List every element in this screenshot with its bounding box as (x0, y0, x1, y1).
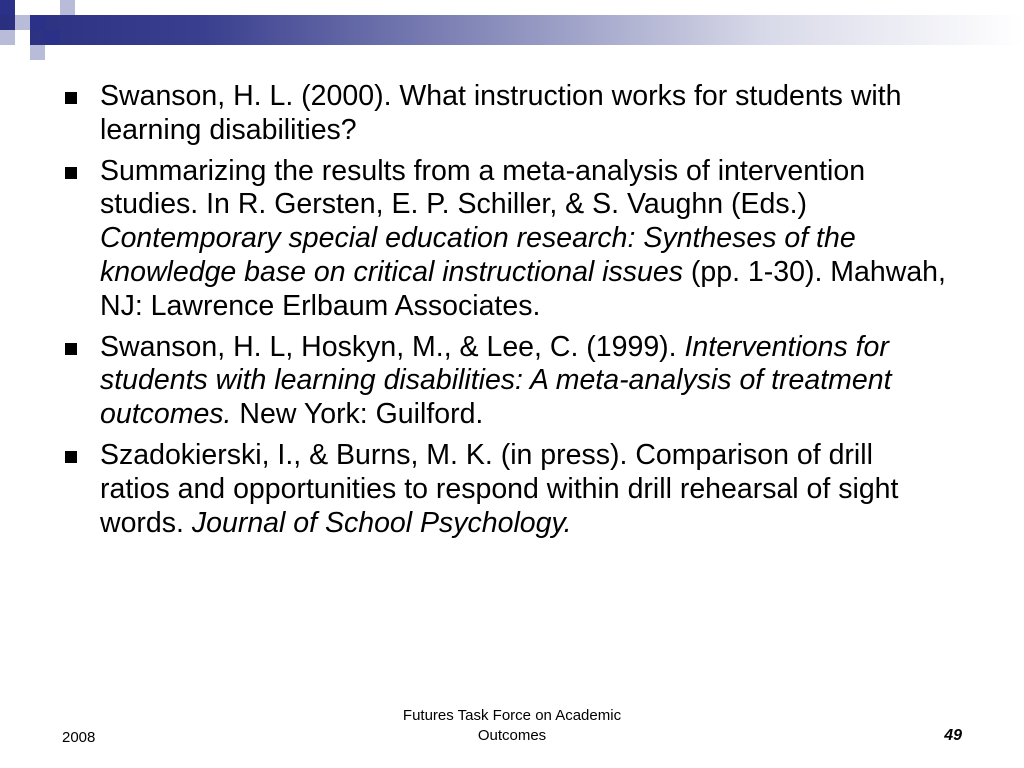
reference-segment: Swanson, H. L, Hoskyn, M., & Lee, C. (1999). (100, 330, 685, 363)
reference-item (60, 439, 950, 540)
reference-text (100, 80, 950, 148)
footer-title-line: Outcomes (477, 727, 547, 744)
reference-segment: Swanson, H. L. (2000). What instruction works for students with learning disabilities? (100, 80, 902, 146)
decor-square (45, 0, 60, 15)
reference-title-italic: Contemporary special education research: Syntheses of the knowledge base on critical instructional issues (100, 222, 856, 288)
decor-square (45, 30, 60, 45)
reference-item (60, 80, 950, 148)
reference-item (60, 155, 950, 324)
decor-square (15, 30, 30, 45)
reference-text (100, 331, 950, 432)
decor-square (0, 0, 15, 15)
footer-title-line: Futures Task Force on Academic (402, 707, 622, 724)
reference-item (60, 331, 950, 432)
square-bullet-icon (65, 451, 77, 463)
square-bullet-icon (65, 167, 77, 179)
reference-text (100, 439, 950, 540)
slide-page-number: 49 (944, 727, 962, 744)
reference-list (60, 80, 950, 547)
decor-square (60, 0, 75, 15)
square-bullet-icon (65, 92, 77, 104)
reference-title-italic: Journal of School Psychology. (191, 506, 572, 539)
footer-year: 2008 (62, 729, 96, 746)
decor-square (15, 15, 30, 30)
reference-segment: New York: Guilford. (231, 398, 484, 431)
reference-segment: Summarizing the results from a meta-analysis of intervention studies. In R. Gersten, E. P. Schiller, & S. Vaughn (Eds.) (100, 154, 866, 221)
reference-text (100, 155, 950, 324)
reference-segment: Szadokierski, I., & Burns, M. K. (in press). Comparison of drill ratios and opportunities to respond within drill rehearsal of sight words. (100, 438, 899, 539)
decor-square (30, 45, 45, 60)
reference-segment: (pp. 1-30). Mahwah, NJ: Lawrence Erlbaum Associates. (100, 255, 946, 322)
header-gradient-band (0, 15, 1024, 45)
reference-title-italic: Interventions for students with learning disabilities: A meta-analysis of treatment outcomes. (100, 330, 892, 431)
footer-title (352, 706, 672, 746)
decor-square (0, 30, 15, 45)
decor-square (30, 15, 45, 30)
square-bullet-icon (65, 343, 77, 355)
